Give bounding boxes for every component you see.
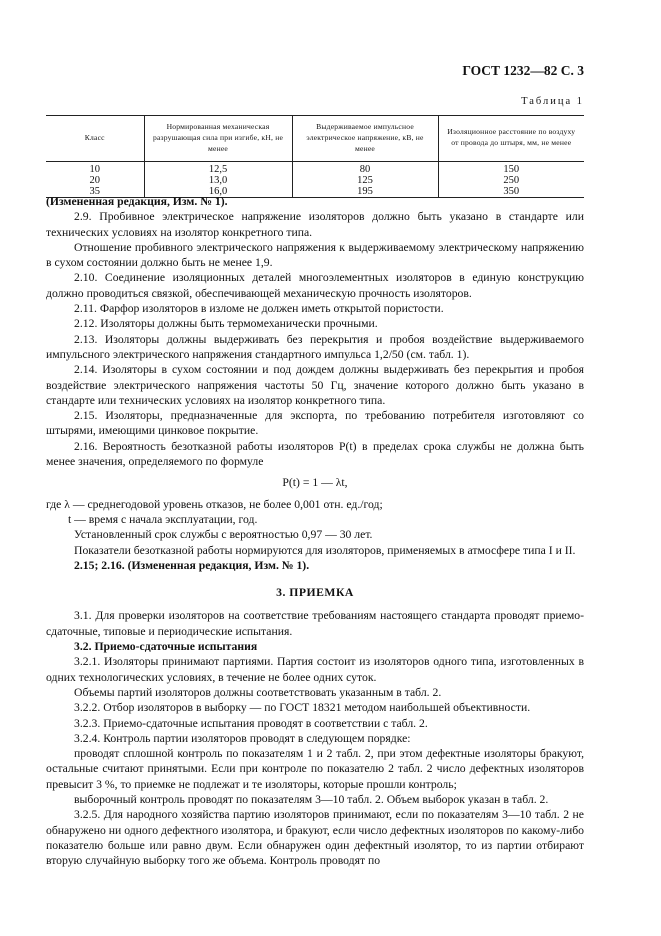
table-cell: 13,0 — [144, 175, 292, 186]
paragraph: t — время с начала эксплуатации, год. — [68, 512, 258, 526]
table-1 — [46, 115, 584, 198]
paragraph: 2.16. Вероятность безотказной работы изоляторов P(t) в пределах срока службы не должна быть менее значения, определяемого по формуле — [46, 439, 584, 469]
paragraph: проводят сплошной контроль по показателям 1 и 2 табл. 2, при этом дефектные изоляторы бракуют, остальные считают принятыми. Если при контроле по показателю 2 табл. 2 число дефектных изоляторов превысит 3 %, то приемке не подлежат и те изоляторы, которые прошли контроль; — [46, 747, 584, 791]
table-cell: 150 — [438, 162, 584, 176]
table-cell: 10 — [89, 164, 100, 175]
col-header: Нормированная механическая разрушающая сила при изгибе, кН, не менее — [144, 116, 292, 162]
paragraph: Установленный срок службы с вероятностью 0,97 — 30 лет. — [74, 528, 373, 542]
paragraph: 3.2.3. Приемо-сдаточные испытания проводят в соответствии с табл. 2. — [74, 716, 428, 730]
amendment-note: (Измененная редакция, Изм. № 1). — [46, 195, 228, 208]
table-cell: 20 — [89, 175, 100, 186]
col-header: Класс — [46, 116, 144, 162]
table-cell: 35 — [46, 186, 144, 198]
subsection-heading: 3.2. Приемо-сдаточные испытания — [74, 640, 258, 654]
paragraph: Показатели безотказной работы нормируются для изоляторов, применяемых в атмосфере типа I и II. — [74, 543, 576, 557]
paragraph: где λ — среднегодовой уровень отказов, не более 0,001 отн. ед./год; — [46, 497, 383, 511]
table-row — [46, 175, 584, 186]
page-header: ГОСТ 1232—82 С. 3 — [462, 63, 584, 78]
paragraph: 3.2.1. Изоляторы принимают партиями. Партия состоит из изоляторов одного типа, изготовленных в одних технологических условиях, в течение не более одних суток. — [46, 655, 584, 684]
paragraph: Отношение пробивного электрического напряжения к выдерживаемому электрическому напряжению в сухом состоянии должно быть не менее 1,9. — [46, 240, 584, 270]
paragraph: 3.2.4. Контроль партии изоляторов проводят в следующем порядке: — [74, 731, 411, 745]
table-cell: 80 — [292, 162, 438, 176]
col-header: Выдерживаемое импульсное электрическое напряжение, кВ, не менее — [292, 116, 438, 162]
paragraph: 3.2.2. Отбор изоляторов в выборку — по ГОСТ 18321 методом наибольшей объективности. — [74, 701, 531, 715]
paragraph: 2.15. Изоляторы, предназначенные для экспорта, по требованию потребителя изготовляют со штырями, имеющими цинковое покрытие. — [46, 409, 584, 438]
paragraph: выборочный контроль проводят по показателям 3—10 табл. 2. Объем выборок указан в табл. 2. — [74, 792, 549, 806]
table-cell: 350 — [438, 186, 584, 198]
paragraph: Объемы партий изоляторов должны соответствовать указанным в табл. 2. — [74, 685, 442, 699]
amendment-note: 2.15; 2.16. (Измененная редакция, Изм. № 1). — [74, 558, 310, 572]
paragraph: 2.14. Изоляторы в сухом состоянии и под дождем должны выдерживать без перекрытия и пробоя воздействие электрического напряжения частоты 50 Гц, значение которого должно быть указано в стандарте или технических условиях на изолятор конкретного типа. — [46, 363, 584, 407]
paragraph: 2.12. Изоляторы должны быть термомеханически прочными. — [74, 317, 378, 331]
table-cell: 195 — [292, 186, 438, 198]
paragraph: 2.10. Соединение изоляционных деталей многоэлементных изоляторов в единую конструкцию должно проводиться связкой, обеспечивающей механическую прочность изоляторов. — [46, 271, 584, 300]
paragraph: 3.1. Для проверки изоляторов на соответствие требованиям настоящего стандарта проводят приемо-сдаточные, типовые и периодические испытания. — [46, 609, 584, 638]
table-cell: 250 — [438, 175, 584, 186]
col-header: Изоляционное расстояние по воздуху от провода до штыря, мм, не менее — [438, 116, 584, 162]
document-body — [46, 194, 584, 868]
formula: P(t) = 1 — λt, — [282, 476, 348, 490]
table-header-row — [46, 116, 584, 162]
table-cell: 16,0 — [144, 186, 292, 198]
paragraph: 2.9. Пробивное электрическое напряжение изоляторов должно быть указано в стандарте или технических условиях на изолятор конкретного типа. — [46, 210, 584, 239]
section-heading: 3. ПРИЕМКА — [276, 586, 354, 600]
paragraph: 2.11. Фарфор изоляторов в изломе не должен иметь открытой пористости. — [74, 302, 444, 316]
table-cell: 12,5 — [144, 162, 292, 176]
table-row — [46, 162, 584, 176]
paragraph: 2.13. Изоляторы должны выдерживать без перекрытия и пробоя воздействие выдерживаемого импульсного электрического напряжения стандартного импульса 1,2/50 (см. табл. 1). — [46, 332, 584, 361]
table-cell: 125 — [292, 175, 438, 186]
table-caption: Таблица 1 — [521, 96, 584, 107]
paragraph: 3.2.5. Для народного хозяйства партию изоляторов принимают, если по показателям 3—10 табл. 2 не обнаружено ни одного дефектного изолятора, и бракуют, если число дефектных изоляторов по какому-либо показателю больше или равно двум. Если обнаружен один дефектный изолятор, то из партии отбирают вторую случайную выборку того же объема. Контроль проводят по — [46, 808, 584, 868]
